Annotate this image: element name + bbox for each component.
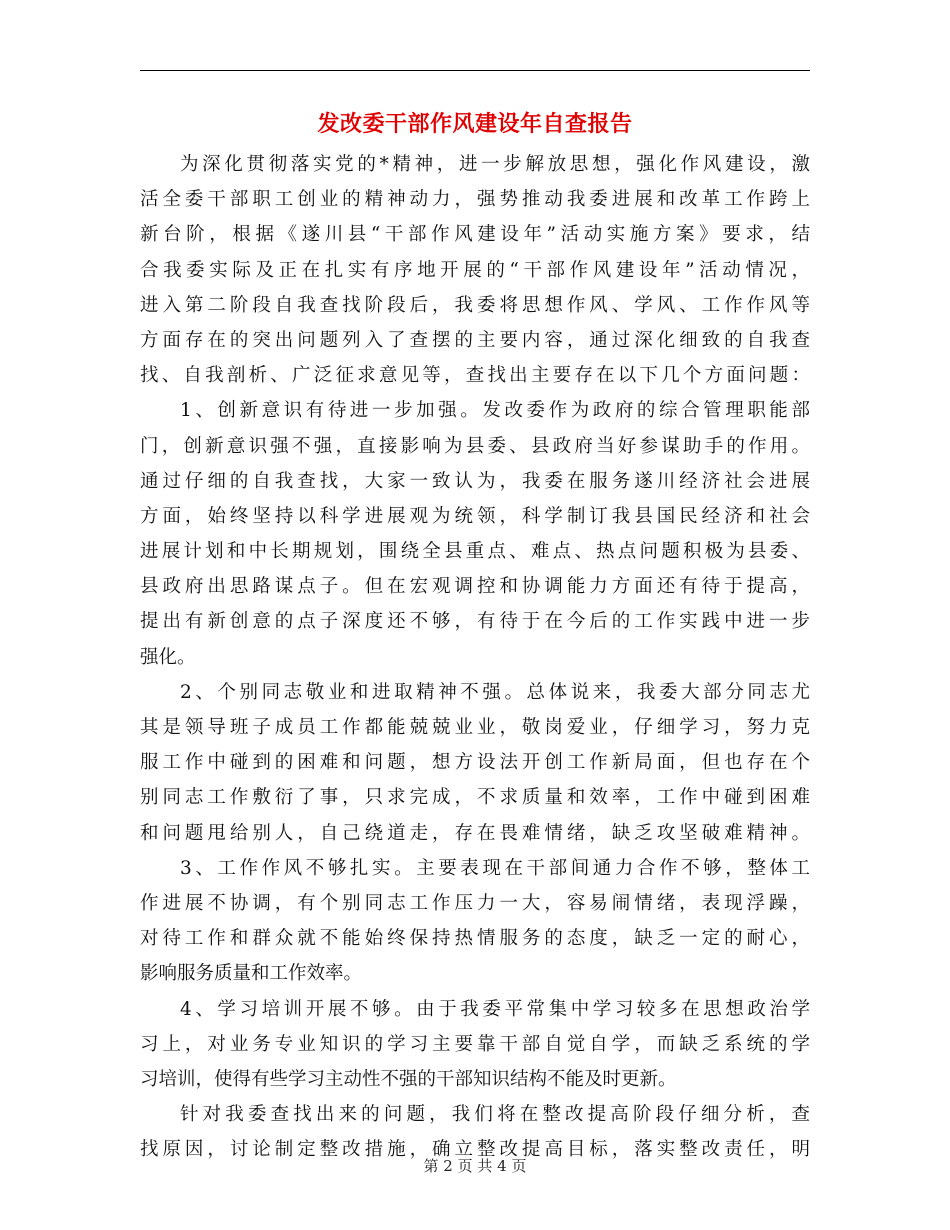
document-body	[140, 147, 810, 1167]
header-rule	[140, 70, 810, 71]
paragraph-line: 为深化贯彻落实党的*精神，进一步解放思想，强化作风建设，激	[180, 154, 810, 175]
document-title: 发改委干部作风建设年自查报告	[317, 112, 633, 137]
paragraph-line: 4、学习培训开展不够。由于我委平常集中学习较多在思想政治学	[180, 998, 810, 1020]
paragraph-line: 影响服务质量和工作效率。	[140, 963, 363, 985]
paragraph-line: 3、工作作风不够扎实。主要表现在干部间通力合作不够，整体工	[180, 857, 810, 879]
paragraph-line: 针对我委查找出来的问题，我们将在整改提高阶段仔细分析，查	[180, 1104, 810, 1126]
paragraph-line: 找原因，讨论制定整改措施，确立整改提高目标，落实整改责任，明	[140, 1139, 810, 1161]
paragraph-line: 通过仔细的自我查找，大家一致认为，我委在服务遂川经济社会进展	[140, 470, 810, 492]
paragraph-line: 进展计划和中长期规划，围绕全县重点、难点、热点问题积极为县委、	[140, 541, 810, 563]
paragraph-line: 习上，对业务专业知识的学习主要靠干部自觉自学，而缺乏系统的学	[140, 1033, 810, 1055]
paragraph-line: 和问题甩给别人，自己绕道走，存在畏难情绪，缺乏攻坚破难精神。	[140, 822, 810, 844]
paragraph-line: 习培训，使得有些学习主动性不强的干部知识结构不能及时更新。	[140, 1068, 677, 1090]
paragraph-line: 提出有新创意的点子深度还不够，有待于在今后的工作实践中进一步	[140, 611, 810, 633]
page-number-footer: 第 2 页 共 4 页	[423, 1157, 527, 1175]
paragraph-line: 方面，始终坚持以科学进展观为统领，科学制订我县国民经济和社会	[140, 505, 810, 527]
paragraph-line: 作进展不协调，有个别同志工作压力一大，容易闹情绪，表现浮躁，	[140, 892, 810, 914]
paragraph-line: 活全委干部职工创业的精神动力，强势推动我委进展和改革工作跨上	[140, 189, 810, 211]
paragraph-line: 进入第二阶段自我查找阶段后，我委将思想作风、学风、工作作风等	[140, 294, 810, 316]
paragraph-line: 新台阶，根据《遂川县“干部作风建设年”活动实施方案》要求，结	[140, 224, 810, 246]
paragraph-line: 其是领导班子成员工作都能兢兢业业，敬岗爱业，仔细学习，努力克	[140, 717, 810, 738]
paragraph-line: 对待工作和群众就不能始终保持热情服务的态度，缺乏一定的耐心，	[140, 928, 810, 950]
paragraph-line: 1、创新意识有待进一步加强。发改委作为政府的综合管理职能部	[180, 400, 810, 422]
paragraph-line: 县政府出思路谋点子。但在宏观调控和协调能力方面还有待于提高，	[140, 576, 810, 598]
paragraph-line: 合我委实际及正在扎实有序地开展的“干部作风建设年”活动情况，	[140, 259, 810, 281]
paragraph-line: 2、个别同志敬业和进取精神不强。总体说来，我委大部分同志尤	[180, 681, 810, 703]
paragraph-line: 强化。	[140, 646, 196, 668]
paragraph-line: 找、自我剖析、广泛征求意见等，查找出主要存在以下几个方面问题：	[140, 365, 810, 387]
paragraph-line: 别同志工作敷衍了事，只求完成，不求质量和效率，工作中碰到困难	[140, 787, 810, 809]
paragraph-line: 方面存在的突出问题列入了查摆的主要内容，通过深化细致的自我查	[140, 329, 810, 351]
paragraph-line: 服工作中碰到的困难和问题，想方设法开创工作新局面，但也存在个	[140, 752, 810, 774]
paragraph-line: 门，创新意识强不强，直接影响为县委、县政府当好参谋助手的作用。	[140, 435, 810, 457]
